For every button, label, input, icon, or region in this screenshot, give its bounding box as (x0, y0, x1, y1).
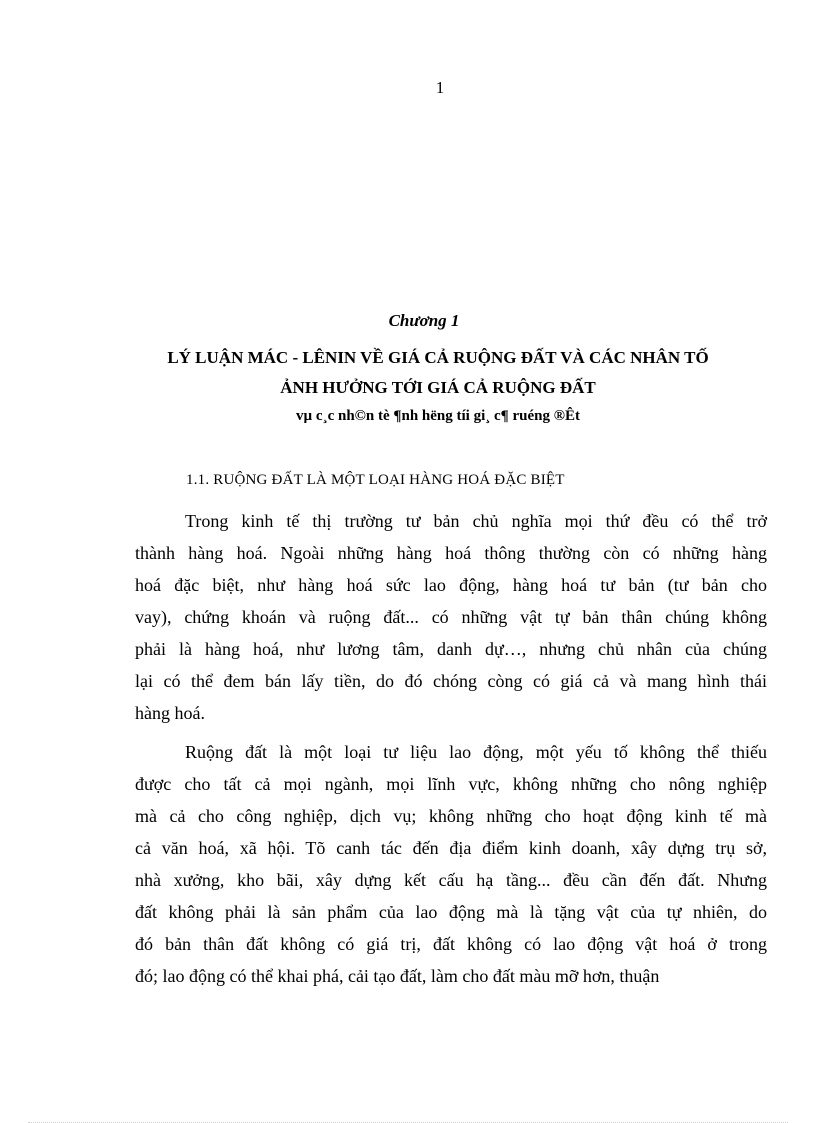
chapter-title-line-2: ẢNH HƯỞNG TỚI GIÁ CẢ RUỘNG ĐẤT (280, 378, 596, 397)
section-heading: 1.1. RUỘNG ĐẤT LÀ MỘT LOẠI HÀNG HOÁ ĐẶC BIỆT (186, 472, 565, 488)
paragraph-line: nhà xưởng, kho bãi, xây dựng kết cấu hạ tầng... đều cần đến đất. Nhưng (135, 870, 767, 890)
paragraph-line: phải là hàng hoá, như lương tâm, danh dự…, nhưng chủ nhân của chúng (135, 639, 767, 659)
paragraph-line: hoá đặc biệt, như hàng hoá sức lao động, hàng hoá tư bản (tư bản cho (135, 575, 767, 595)
paragraph-line: mà cả cho công nghiệp, dịch vụ; không những cho hoạt động kinh tế mà (135, 806, 767, 826)
paragraph-line: được cho tất cả mọi ngành, mọi lĩnh vực, không những cho nông nghiệp (135, 774, 767, 794)
paragraph-line: Ruộng đất là một loại tư liệu lao động, một yếu tố không thể thiếu (185, 742, 767, 762)
paragraph-line: đó bản thân đất không có giá trị, đất không có lao động vật hoá ở trong (135, 934, 767, 954)
page-number: 1 (435, 78, 445, 97)
paragraph-line: Trong kinh tế thị trường tư bản chủ nghĩa mọi thứ đều có thể trở (185, 511, 767, 531)
chapter-title-line-3: vµ c¸c nh©n tè ¶nh hëng tíi gi¸ c¶ ruéng ®Êt (296, 408, 580, 424)
paragraph-line: đó; lao động có thể khai phá, cải tạo đất, làm cho đất màu mỡ hơn, thuận (135, 966, 660, 986)
paragraph-line: thành hàng hoá. Ngoài những hàng hoá thông thường còn có những hàng (135, 543, 767, 563)
chapter-title-line-1: LÝ LUẬN MÁC - LÊNIN VỀ GIÁ CẢ RUỘNG ĐẤT VÀ CÁC NHÂN TỐ (167, 348, 709, 367)
paragraph-line: cả văn hoá, xã hội. Tõ canh tác đến địa điểm kinh doanh, xây dựng trụ sở, (135, 838, 767, 858)
paragraph-line: vay), chứng khoán và ruộng đất... có những vật tự bản thân chúng không (135, 607, 767, 627)
paragraph-1 (135, 505, 767, 729)
paragraph-2 (135, 736, 767, 992)
paragraph-line: hàng hoá. (135, 703, 205, 723)
paragraph-line: đất không phải là sản phẩm của lao động mà là tặng vật của tự nhiên, do (135, 902, 767, 922)
paragraph-line: lại có thể đem bán lấy tiền, do đó chóng còng có giá cả và mang hình thái (135, 671, 767, 691)
chapter-label: Chương 1 (388, 311, 460, 330)
